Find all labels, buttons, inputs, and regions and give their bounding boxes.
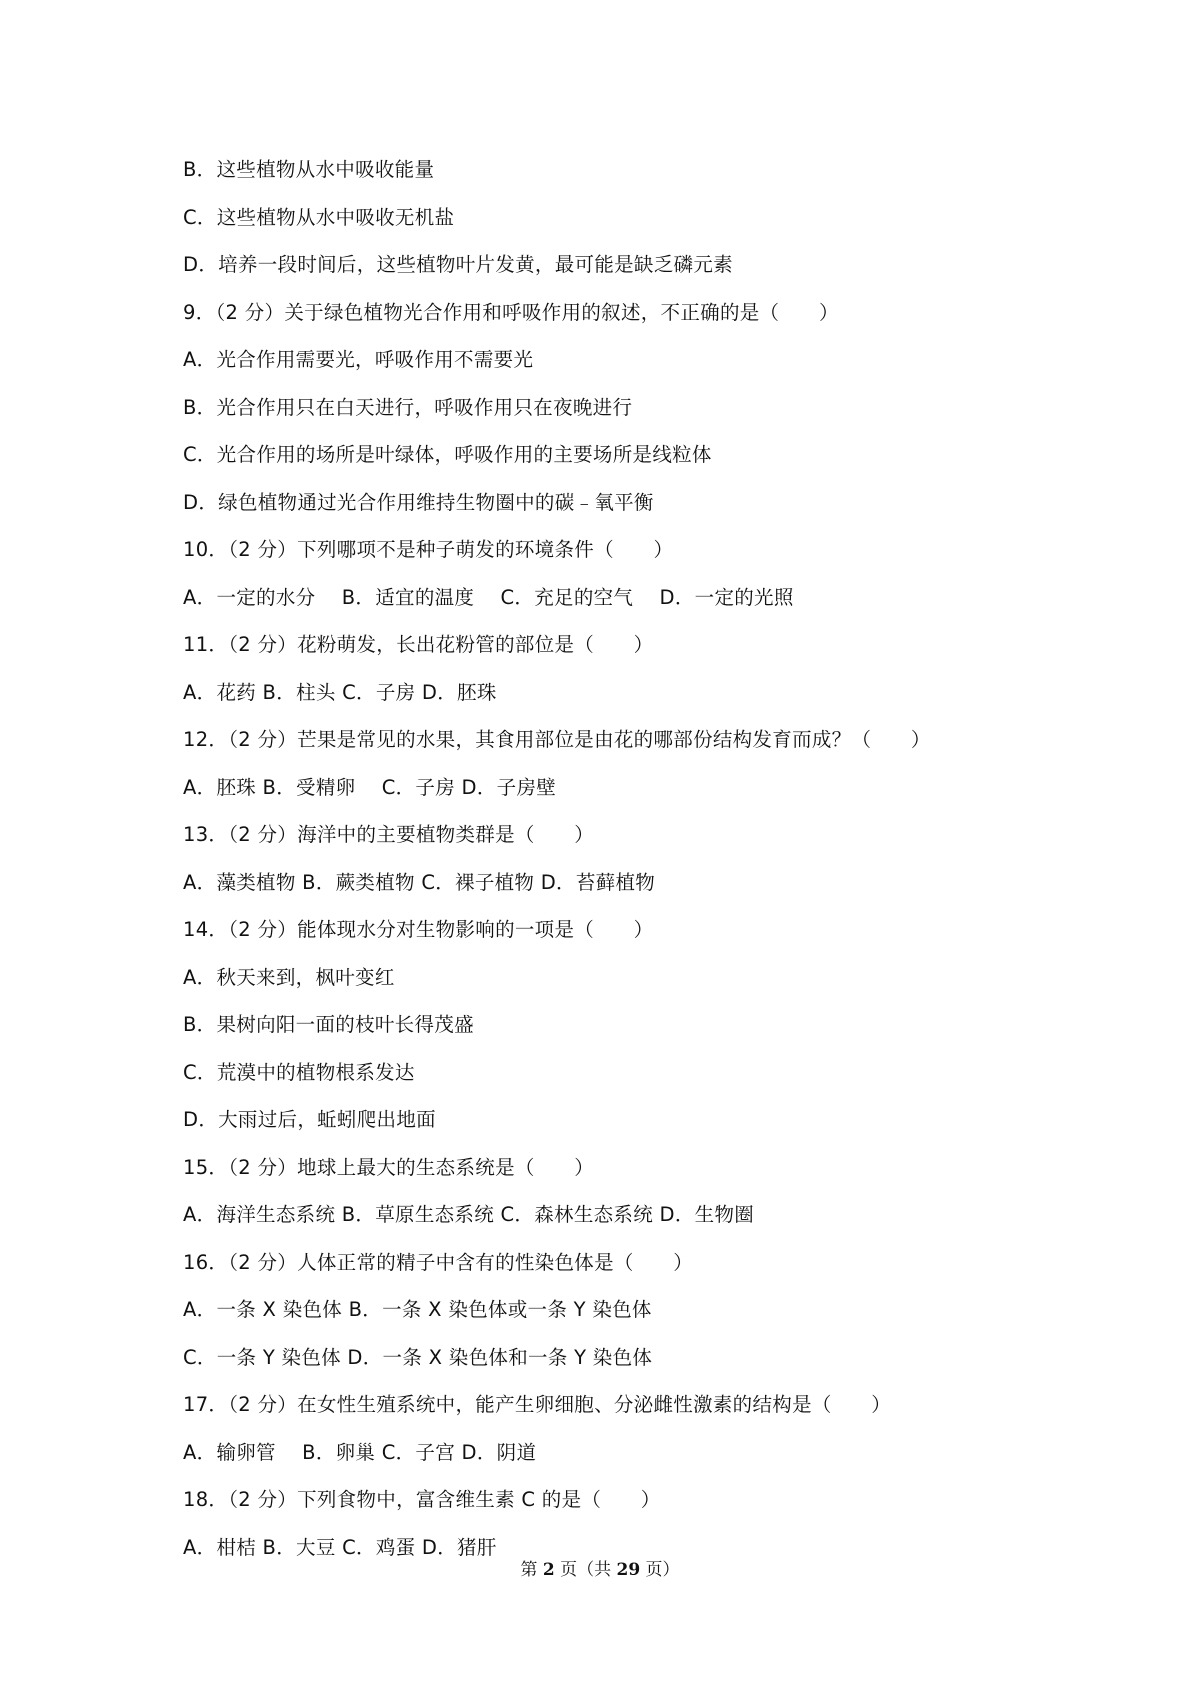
option-line: C．光合作用的场所是叶绿体，呼吸作用的主要场所是线粒体 — [183, 443, 712, 466]
question-9: 9．（2 分）关于绿色植物光合作用和呼吸作用的叙述，不正确的是（ ） — [183, 300, 839, 324]
option-line: A．柑桔 B．大豆 C．鸡蛋 D．猪肝 — [183, 1535, 497, 1559]
question-16: 16．（2 分）人体正常的精子中含有的性染色体是（ ） — [183, 1250, 694, 1274]
page-footer — [0, 1555, 1200, 1580]
option-line: C．这些植物从水中吸收无机盐 — [183, 205, 455, 229]
question-15: 15．（2 分）地球上最大的生态系统是（ ） — [183, 1155, 595, 1179]
option-line: A．秋天来到，枫叶变红 — [183, 965, 395, 989]
question-12: 12．（2 分）芒果是常见的水果，其食用部位是由花的哪部份结构发育而成？（ ） — [183, 728, 931, 751]
option-line: A．输卵管 B．卵巢 C．子宫 D．阴道 — [183, 1440, 537, 1464]
option-line: A．光合作用需要光，呼吸作用不需要光 — [183, 348, 534, 371]
option-line: B．果树向阳一面的枝叶长得茂盛 — [183, 1013, 474, 1036]
option-line: A．一条 X 染色体 B．一条 X 染色体或一条 Y 染色体 — [183, 1298, 652, 1321]
option-line: A．花药 B．柱头 C．子房 D．胚珠 — [183, 680, 497, 704]
option-line: A．海洋生态系统 B．草原生态系统 C．森林生态系统 D．生物圈 — [183, 1203, 755, 1226]
question-content — [183, 152, 1143, 1577]
question-17: 17．（2 分）在女性生殖系统中，能产生卵细胞、分泌雌性激素的结构是（ ） — [183, 1393, 892, 1416]
question-10: 10．（2 分）下列哪项不是种子萌发的环境条件（ ） — [183, 538, 674, 561]
option-line: D．大雨过后，蚯蚓爬出地面 — [183, 1108, 436, 1131]
option-line: B．光合作用只在白天进行，呼吸作用只在夜晚进行 — [183, 395, 633, 419]
footer-middle: 页（共 — [554, 1560, 617, 1580]
option-line: A．胚珠 B．受精卵 C．子房 D．子房壁 — [183, 775, 557, 799]
footer-prefix: 第 — [520, 1560, 543, 1580]
option-line: B．这些植物从水中吸收能量 — [183, 158, 435, 181]
question-14: 14．（2 分）能体现水分对生物影响的一项是（ ） — [183, 918, 654, 941]
total-pages: 29 — [616, 1560, 641, 1580]
option-line: C．荒漠中的植物根系发达 — [183, 1060, 415, 1084]
option-line: D．绿色植物通过光合作用维持生物圈中的碳﹣氧平衡 — [183, 490, 654, 514]
page-number: 2 — [542, 1560, 555, 1580]
question-13: 13．（2 分）海洋中的主要植物类群是（ ） — [183, 823, 595, 846]
option-line: A．藻类植物 B．蕨类植物 C．裸子植物 D．苔藓植物 — [183, 870, 656, 894]
footer-suffix: 页） — [640, 1560, 680, 1580]
option-line: A．一定的水分 B．适宜的温度 C．充足的空气 D．一定的光照 — [183, 585, 794, 609]
option-line: D．培养一段时间后，这些植物叶片发黄，最可能是缺乏磷元素 — [183, 253, 733, 276]
question-18: 18．（2 分）下列食物中，富含维生素 C 的是（ ） — [183, 1488, 661, 1511]
option-line: C．一条 Y 染色体 D．一条 X 染色体和一条 Y 染色体 — [183, 1345, 653, 1369]
question-11: 11．（2 分）花粉萌发，长出花粉管的部位是（ ） — [183, 633, 654, 656]
